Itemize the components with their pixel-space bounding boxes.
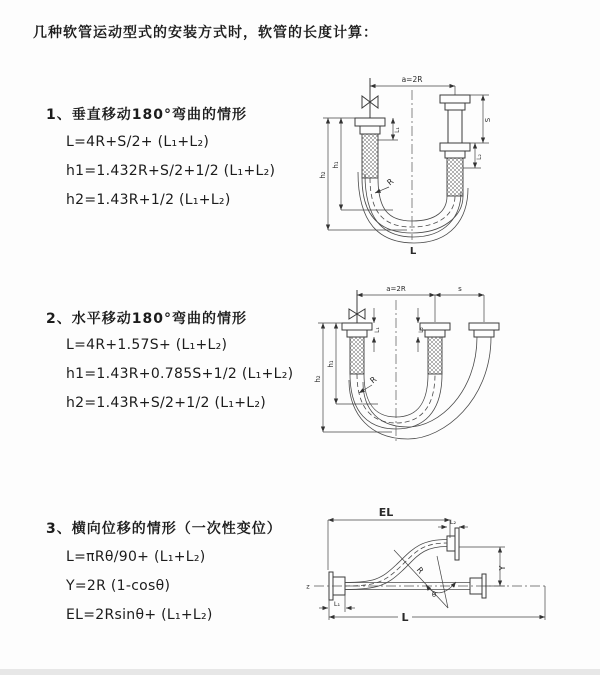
radius-label: R bbox=[385, 176, 396, 188]
flange bbox=[440, 95, 470, 103]
dim-l1-label: L₁ bbox=[394, 127, 401, 133]
braided-hose bbox=[362, 134, 378, 178]
dim-s-label: s bbox=[458, 285, 462, 293]
formula: L=4R+S/2+ (L₁+L₂) bbox=[66, 134, 210, 150]
section-2-formulas bbox=[66, 331, 293, 418]
page-bottom-edge bbox=[0, 669, 600, 675]
dim-l2-label: L₂ bbox=[418, 327, 425, 333]
dim-a-2r-label: a=2R bbox=[386, 285, 406, 293]
diagram-lateral-displacement bbox=[298, 500, 600, 635]
radius-label: R bbox=[368, 374, 379, 386]
section-1-formulas bbox=[66, 128, 275, 215]
formula: L=4R+1.57S+ (L₁+L₂) bbox=[66, 337, 228, 353]
centerline-break-mark: z bbox=[306, 582, 310, 591]
dim-h1-label: h₁ bbox=[327, 360, 335, 368]
formula: h2=1.43R+S/2+1/2 (L₁+L₂) bbox=[66, 395, 267, 411]
formula: h1=1.432R+S/2+1/2 (L₁+L₂) bbox=[66, 163, 276, 179]
formula: Y=2R (1-cosθ) bbox=[66, 578, 171, 594]
valve-icon bbox=[362, 96, 370, 108]
dim-l1-label: L₁ bbox=[333, 600, 341, 608]
dim-el-label: EL bbox=[378, 506, 394, 519]
flange-moved bbox=[447, 536, 455, 551]
section-2-heading: 2、水平移动180°弯曲的情形 bbox=[46, 311, 247, 327]
flange-moved bbox=[469, 323, 499, 337]
dim-l2-label: L₂ bbox=[449, 518, 457, 526]
section-3-formulas bbox=[66, 543, 213, 630]
angle-theta-label: θ bbox=[431, 591, 437, 599]
dim-h2-label: h₂ bbox=[319, 171, 327, 179]
length-label: L bbox=[409, 246, 417, 257]
page-title: 几种软管运动型式的安装方式时，软管的长度计算： bbox=[33, 25, 378, 41]
formula: h1=1.43R+0.785S+1/2 (L₁+L₂) bbox=[66, 366, 294, 382]
diagram-horizontal-180-bend bbox=[312, 282, 600, 460]
flange bbox=[342, 323, 372, 374]
dim-a-2r-label: a=2R bbox=[401, 75, 423, 84]
flange bbox=[440, 143, 470, 151]
hose-arc bbox=[350, 374, 442, 429]
dim-l2-label: L₂ bbox=[476, 154, 483, 160]
dim-h1-label: h₁ bbox=[332, 161, 340, 169]
formula: L=πRθ/90+ (L₁+L₂) bbox=[66, 549, 206, 565]
braided-hose bbox=[447, 158, 463, 196]
dim-s-label: S bbox=[484, 117, 492, 123]
formula: h2=1.43R+1/2 (L₁+L₂) bbox=[66, 192, 231, 208]
dim-h2-label: h₂ bbox=[314, 375, 322, 383]
section-3-heading: 3、横向位移的情形（一次性变位） bbox=[46, 521, 282, 537]
dim-l1-label: L₁ bbox=[374, 327, 381, 333]
diagram-vertical-180-bend bbox=[315, 70, 600, 260]
dim-y-label: Y bbox=[498, 565, 507, 571]
length-label: L bbox=[401, 611, 409, 624]
pipe bbox=[448, 110, 462, 143]
formula: EL=2Rsinθ+ (L₁+L₂) bbox=[66, 607, 213, 623]
flange bbox=[355, 118, 385, 126]
valve-icon bbox=[349, 309, 357, 319]
radius-label: R bbox=[414, 565, 426, 576]
section-1-heading: 1、垂直移动180°弯曲的情形 bbox=[46, 107, 247, 123]
